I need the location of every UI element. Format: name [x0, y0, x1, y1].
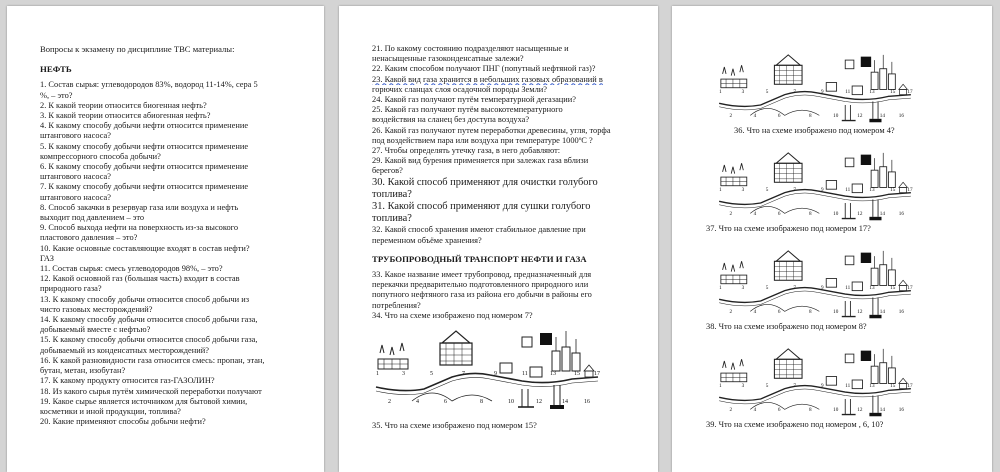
diagram-number-label: 17 [907, 186, 913, 193]
diagram-number-label: 17 [907, 88, 913, 95]
diagram-number-label: 15 [574, 371, 580, 378]
diagram-shape [721, 373, 747, 382]
diagram-number-label: 5 [765, 88, 769, 95]
diagram-shape [861, 155, 871, 165]
document-line: 29. Какой вид бурения применяется при залежах газа вблизи [372, 156, 589, 166]
diagram-number-label: 8 [480, 399, 483, 406]
diagram-shape [875, 55, 892, 74]
diagram-shape [888, 368, 895, 384]
document-line: штангового насоса? [40, 172, 111, 182]
diagram-number-label: 3 [402, 371, 405, 378]
diagram-shape [774, 359, 802, 378]
diagram-number-label: 13 [550, 371, 556, 378]
diagram-shape [880, 167, 887, 188]
question-list-oil-gas [40, 80, 288, 427]
diagram-shape [719, 386, 911, 401]
pipeline-diagram [706, 146, 968, 222]
document-line: берегов? [372, 166, 403, 176]
diagram-shape [871, 72, 878, 89]
section-heading-pipeline: ТРУБОПРОВОДНЫЙ ТРАНСПОРТ НЕФТИ И ГАЗА [372, 253, 587, 264]
document-line: 15. К какому способу добычи относится способ добычи газа, [40, 335, 258, 345]
document-line: 30. Какой способ применяют для очистки голубого [372, 176, 598, 188]
document-line: топлива? [372, 213, 412, 225]
document-line: штангового насоса? [40, 192, 111, 202]
diagram-shape [774, 359, 802, 378]
document-line: 11. Состав сырья: смесь углеводородов 98%, – это? [40, 264, 223, 274]
diagram-shape [888, 270, 895, 286]
diagram-shape [845, 105, 850, 121]
diagram-shape [899, 84, 908, 89]
diagram-shape [852, 184, 862, 193]
diagram-shape [900, 89, 907, 94]
diagram-shape [869, 119, 881, 122]
document-line: 12. Какой основной газ (большая часть) входит в состав [40, 274, 240, 284]
diagram-shape [852, 86, 862, 95]
diagram-shape [845, 301, 850, 317]
question-list-large-font [372, 177, 642, 226]
document-line: 31. Какой способ применяют для сушки голубого [372, 201, 591, 213]
document-line: 10. Какие основные составляющие входят в состав нефти? [40, 243, 250, 253]
document-line: 21. По какому состоянию подразделяют насыщенные и [372, 44, 569, 53]
document-line: 7. К какому способу добычи нефти относится применение [40, 182, 249, 192]
question-37: 37. Что на схеме изображено под номером 17? [706, 224, 871, 233]
document-line: пластового давления – это? [40, 233, 138, 243]
diagram-number-label: 17 [594, 371, 600, 378]
document-line: 20. Какие применяют способы добычи нефти? [40, 417, 206, 427]
diagram-shape [899, 378, 908, 383]
diagram-number-label: 14 [879, 211, 885, 218]
diagram-shape [376, 373, 598, 390]
diagram-shape [880, 265, 887, 286]
diagram-number-label: 15 [890, 284, 896, 291]
diagram-number-label: 3 [741, 382, 745, 389]
pipeline-diagram [706, 244, 968, 320]
document-line: 27. Чтобы определять утечку газа, в него добавляют: [372, 146, 561, 156]
document-line: бутан, метан, изобутан? [40, 366, 126, 376]
diagram-number-label: 5 [765, 284, 769, 291]
diagram-number-label: 10 [508, 399, 514, 406]
diagram-number-label: 15 [890, 186, 896, 193]
document-line: добываемый из конденсатных месторождений? [40, 345, 209, 355]
diagram-number-label: 12 [536, 399, 542, 406]
document-line: 25. Какой газ получают путём высокотемпературного [372, 105, 563, 115]
diagram-shape [776, 55, 800, 65]
diagram-shape [522, 337, 532, 347]
pipeline-schematic-svg [372, 323, 602, 411]
diagram-shape [845, 399, 850, 415]
document-line: добываемый вместе с нефтью? [40, 325, 151, 335]
diagram-number-label: 3 [741, 88, 745, 95]
diagram-number-label: 4 [753, 309, 757, 316]
diagram-number-label: 14 [562, 399, 568, 406]
diagram-shape [845, 158, 854, 167]
document-line: %, – это? [40, 90, 73, 100]
diagram-number-label: 9 [494, 371, 497, 378]
diagram-number-label: 11 [845, 382, 851, 389]
diagram-shape [585, 371, 593, 377]
diagram-number-label: 4 [753, 407, 757, 414]
document-line: переменном объёме хранения? [372, 235, 482, 245]
document-line: природного газа? [40, 284, 102, 294]
diagram-number-label: 16 [898, 407, 904, 414]
question-list-storage [372, 225, 642, 245]
diagram-shape [721, 275, 747, 284]
document-line: 3. К какой теории относится абиогенная нефть? [40, 111, 211, 121]
diagram-number-label: 8 [808, 113, 812, 120]
diagram-number-label: 6 [777, 211, 781, 218]
document-line: штангового насоса? [40, 131, 111, 141]
diagram-shape [845, 203, 850, 219]
diagram-shape [719, 190, 911, 205]
diagram-number-label: 16 [898, 309, 904, 316]
diagram-shape [861, 351, 871, 361]
diagram-number-label: 2 [729, 407, 733, 414]
diagram-shape [869, 217, 881, 220]
diagram-shape [719, 92, 911, 107]
diagram-number-label: 11 [845, 186, 851, 193]
diagram-number-label: 1 [719, 186, 722, 193]
diagram-shape [572, 353, 580, 371]
diagram-number-label: 12 [857, 211, 863, 218]
diagram-shape [550, 405, 564, 409]
diagram-number-label: 16 [584, 399, 590, 406]
document-line: попутного нефтяного газа из района его добычи в районы его [372, 290, 592, 300]
document-line: ненасыщенные газоконденсатные залежи? [372, 54, 524, 64]
diagram-shape [774, 261, 802, 280]
diagram-shape [723, 261, 744, 271]
diagram-shape [900, 383, 907, 388]
document-line: компрессорного способа добычи? [40, 151, 161, 161]
diagram-number-label: 13 [869, 186, 875, 193]
diagram-shape [440, 343, 472, 365]
diagram-number-label: 14 [879, 407, 885, 414]
diagram-number-label: 8 [808, 309, 812, 316]
document-line: 22. Каким способом получают ПНГ (попутный нефтяной газ)? [372, 64, 596, 74]
document-line: косметики и иной продукции, топлива? [40, 406, 181, 416]
document-line: потребления? [372, 300, 421, 310]
pipeline-diagram [706, 48, 968, 124]
diagram-shape [826, 279, 836, 288]
diagram-shape [861, 253, 871, 263]
diagram-number-label: 4 [753, 211, 757, 218]
diagram-number-label: 2 [729, 113, 733, 120]
diagram-shape [776, 349, 800, 359]
document-line: топлива? [372, 188, 412, 200]
diagram-number-label: 4 [753, 113, 757, 120]
diagram-shape [522, 389, 528, 407]
diagram-number-label: 10 [833, 113, 839, 120]
document-page-3 [672, 6, 992, 472]
diagram-number-label: 4 [416, 399, 419, 406]
diagram-number-label: 6 [777, 113, 781, 120]
diagram-shape [871, 366, 878, 383]
diagram-shape [552, 351, 560, 371]
diagram-number-label: 7 [793, 88, 797, 95]
document-line: под воздействием пара или воздуха при температуре 1000ºС ? [372, 135, 593, 145]
diagram-number-label: 6 [444, 399, 447, 406]
diagram-number-label: 8 [808, 211, 812, 218]
diagram-number-label: 14 [879, 113, 885, 120]
diagram-number-label: 10 [833, 309, 839, 316]
diagram-shape [774, 163, 802, 182]
page1-content [40, 44, 288, 427]
diagram-shape [723, 163, 744, 173]
diagram-number-label: 1 [719, 284, 722, 291]
diagram-shape [873, 396, 878, 413]
diagram-number-label: 16 [898, 211, 904, 218]
document-line: 34. Что на схеме изображено под номером 7? [372, 310, 533, 320]
document-line: воздействия на сланец без доступа воздуха? [372, 115, 530, 125]
diagram-number-label: 13 [869, 382, 875, 389]
diagram-number-label: 17 [907, 382, 913, 389]
diagram-shape [900, 187, 907, 192]
diagram-number-label: 10 [833, 407, 839, 414]
page2-content [372, 44, 642, 431]
question-35: 35. Что на схеме изображено под номером 15? [372, 421, 537, 431]
diagram-number-label: 9 [821, 382, 824, 389]
question-list-pipeline [372, 270, 642, 321]
diagram-shape [873, 102, 878, 119]
document-line: 23. Какой вид газа хранится в небольших газовых образований в [372, 74, 603, 84]
diagram-shape [540, 333, 552, 345]
document-line: 19. Какое сырье является источником для бытовой химии, [40, 396, 248, 406]
diagram-shape [875, 251, 892, 270]
document-line: ГАЗ [40, 253, 54, 263]
diagram-shape [723, 65, 744, 75]
diagram-shape [875, 349, 892, 368]
diagram-shape [845, 354, 854, 363]
diagram-number-label: 7 [793, 382, 797, 389]
diagram-shape [584, 365, 594, 371]
diagram-number-label: 3 [741, 186, 745, 193]
diagram-shape [875, 153, 892, 172]
diagram-number-label: 7 [793, 186, 797, 193]
diagram-number-label: 11 [522, 371, 528, 378]
diagram-number-label: 13 [869, 88, 875, 95]
document-line: 2. К какой теории относится биогенная нефть? [40, 100, 207, 110]
diagram-shape [852, 380, 862, 389]
diagram-shape [899, 280, 908, 285]
diagram-shape [880, 363, 887, 384]
diagram-shape [869, 315, 881, 318]
diagram-number-label: 12 [857, 407, 863, 414]
diagram-number-label: 14 [879, 309, 885, 316]
document-line: чисто газовых месторождений? [40, 304, 153, 314]
document-line: 14. К какому способу добычи относится способ добычи газа, [40, 315, 258, 325]
diagram-shape [873, 298, 878, 315]
diagram-number-label: 13 [869, 284, 875, 291]
document-title: Вопросы к экзамену по дисциплине ТВС материалы: [40, 44, 235, 54]
document-line: 8. Способ закачки в резервуар газа или воздуха и нефть [40, 202, 239, 212]
diagram-shape [871, 268, 878, 285]
diagram-shape [378, 359, 408, 369]
document-line: 5. К какому способу добычи нефти относится применение [40, 141, 249, 151]
document-line: 32. Какой способ хранения имеют стабильное давление при [372, 225, 586, 235]
diagram-number-label: 1 [376, 371, 379, 378]
diagram-shape [871, 170, 878, 187]
document-line: перекачки предварительно подготовленного природного или [372, 280, 589, 290]
diagram-shape [554, 385, 560, 405]
document-page-1 [7, 6, 324, 472]
diagram-number-label: 6 [777, 309, 781, 316]
diagram-number-label: 17 [907, 284, 913, 291]
diagram-shape [873, 200, 878, 217]
diagram-number-label: 11 [845, 88, 851, 95]
diagram-number-label: 1 [719, 88, 722, 95]
document-line: 17. К какому продукту относится газ-ГАЗОЛИН? [40, 376, 215, 386]
document-line: выходит под давлением – это [40, 213, 145, 223]
pipeline-schematic-svg [706, 146, 924, 222]
diagram-shape [500, 363, 512, 373]
diagram-number-label: 16 [898, 113, 904, 120]
diagram-shape [845, 256, 854, 265]
diagram-number-label: 12 [857, 113, 863, 120]
diagram-shape [826, 181, 836, 190]
diagram-shape [719, 288, 911, 303]
question-36: 36. Что на схеме изображено под номером 4? [734, 126, 895, 135]
diagram-shape [845, 60, 854, 69]
diagram-number-label: 12 [857, 309, 863, 316]
diagram-number-label: 2 [388, 399, 391, 406]
question-38: 38. Что на схеме изображено под номером 8? [706, 322, 867, 331]
section-heading-oil: НЕФТЬ [40, 64, 72, 75]
diagram-shape [861, 57, 871, 67]
diagram-number-label: 5 [765, 382, 769, 389]
document-line: 9. Способ выхода нефти на поверхность из-за высокого [40, 223, 239, 233]
document-line: 16. К какой разновидности газа относится смесь: пропан, этан, [40, 355, 265, 365]
diagram-number-label: 3 [741, 284, 745, 291]
diagram-shape [562, 347, 570, 371]
document-line: 24. Какой газ получают путём температурной дегазации? [372, 95, 576, 105]
pipeline-schematic-svg [706, 244, 924, 320]
diagram-shape [774, 65, 802, 84]
diagram-shape [380, 343, 404, 355]
diagram-number-label: 9 [821, 88, 824, 95]
diagram-shape [869, 413, 881, 416]
diagram-shape [888, 172, 895, 188]
diagram-number-label: 6 [777, 407, 781, 414]
diagram-shape [888, 74, 895, 90]
pipeline-schematic-svg [706, 48, 924, 124]
diagram-shape [852, 282, 862, 291]
diagram-number-label: 8 [808, 407, 812, 414]
document-page-2 [339, 6, 658, 472]
diagram-number-label: 7 [462, 371, 465, 378]
diagram-number-label: 11 [845, 284, 851, 291]
diagram-shape [826, 83, 836, 92]
diagram-shape [440, 343, 472, 365]
pipeline-diagram [706, 342, 968, 418]
diagram-shape [774, 65, 802, 84]
question-list-gas [372, 44, 642, 177]
diagram-number-label: 1 [719, 382, 722, 389]
document-line: 4. К какому способу добычи нефти относится применение [40, 121, 249, 131]
diagram-number-label: 7 [793, 284, 797, 291]
diagram-shape [776, 251, 800, 261]
diagram-shape [774, 261, 802, 280]
document-line: 6. К какому способу добычи нефти относится применение [40, 162, 249, 172]
page3-content [706, 46, 968, 430]
document-line: 13. К какому способу добычи относится способ добычи из [40, 294, 250, 304]
diagram-shape [721, 177, 747, 186]
diagram-number-label: 5 [430, 371, 433, 378]
question-39: 39. Что на схеме изображено под номером , 6, 10? [706, 420, 884, 429]
diagram-shape [880, 69, 887, 90]
pipeline-schematic-svg [706, 342, 924, 418]
diagram-number-label: 9 [821, 284, 824, 291]
diagram-shape [530, 367, 542, 377]
diagram-number-label: 9 [821, 186, 824, 193]
document-line: 18. Из какого сырья путём химической переработки получают [40, 386, 262, 396]
diagram-shape [774, 163, 802, 182]
diagram-shape [826, 377, 836, 386]
pipeline-diagram [372, 323, 642, 411]
diagram-number-label: 2 [729, 211, 733, 218]
diagram-number-label: 15 [890, 88, 896, 95]
diagram-shape [556, 331, 576, 353]
diagram-shape [442, 331, 470, 343]
diagram-number-label: 10 [833, 211, 839, 218]
diagram-shape [721, 79, 747, 88]
document-line: 1. Состав сырья: углеводородов 83%, водород 11-14%, сера 5 [40, 80, 258, 90]
diagram-shape [899, 182, 908, 187]
document-line: горючих сланцах слоя осадочной породы Земли? [372, 84, 547, 94]
diagram-shape [900, 285, 907, 290]
diagram-number-label: 2 [729, 309, 733, 316]
diagram-shape [723, 359, 744, 369]
document-line: 33. Какое название имеет трубопровод, предназначенный для [372, 270, 592, 280]
diagram-shape [776, 153, 800, 163]
diagram-number-label: 5 [765, 186, 769, 193]
document-line: 26. Какой газ получают путем переработки древесины, угля, торфа [372, 125, 611, 135]
diagram-number-label: 15 [890, 382, 896, 389]
